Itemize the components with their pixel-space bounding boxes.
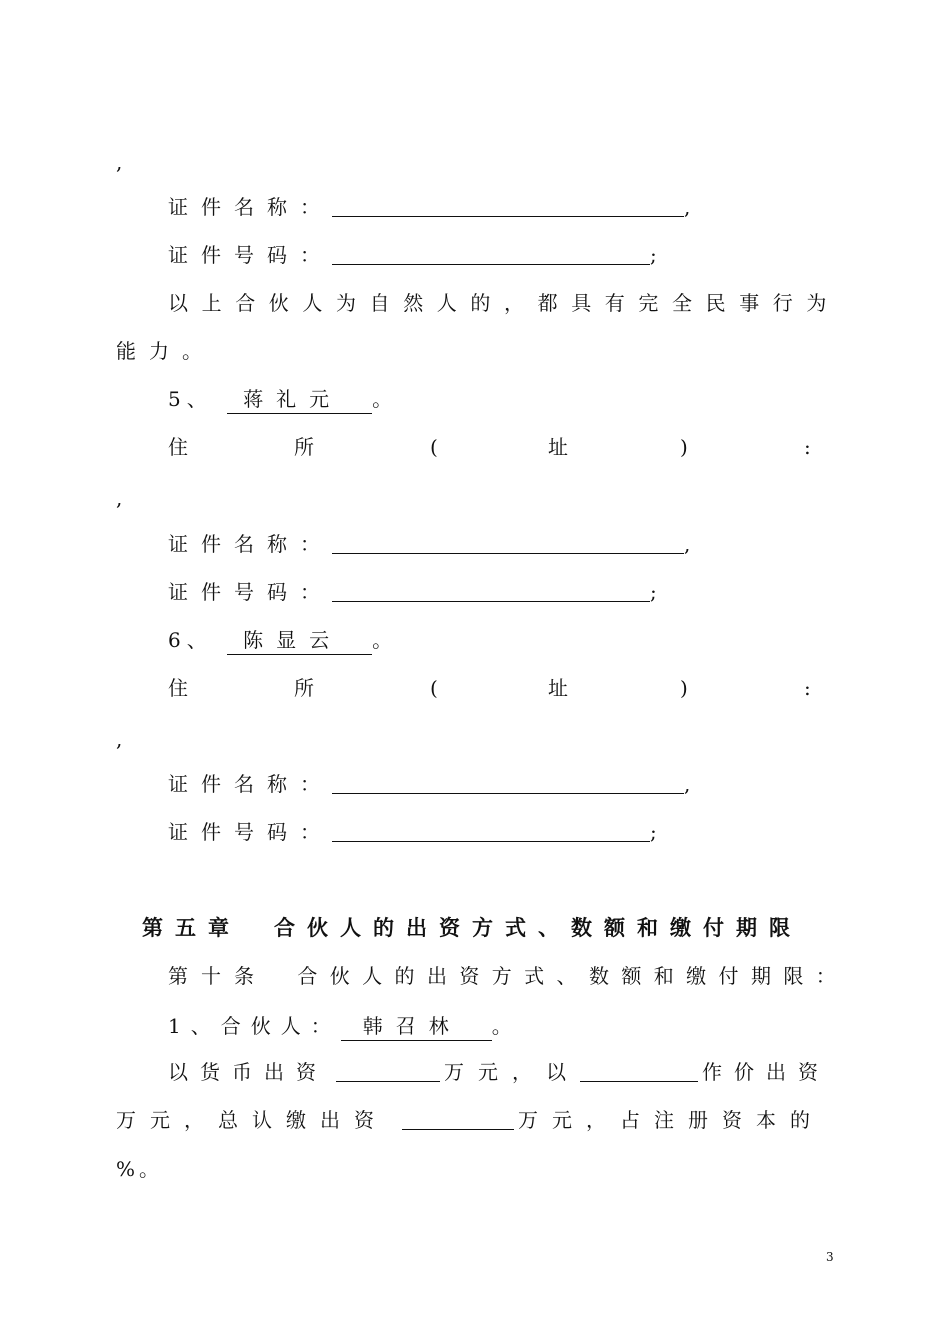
partner-1-label: 1、合伙人： (168, 1014, 341, 1038)
cert-name-field[interactable] (332, 194, 684, 217)
money-amount-field[interactable] (336, 1059, 440, 1082)
partner-6-number: 6、 (168, 628, 213, 652)
money-line-1c: 作价出资 (702, 1060, 830, 1084)
cert-no-row (168, 241, 333, 269)
cert-no-label: 证件号码： (168, 243, 333, 267)
document-page: , 证件名称： , 证件号码： ; 以上合伙人为自然人的，都具有完全民事行为 能力。 5、 蒋礼元 。 住 所 ( 址 ) : , 证件名称： , 证件号码： ; 6、 陈显云 。 住 所 ( 址 ) : , 证件名称： , 证件号码： ; 第五章 合伙人的出资方式、数额和缴付期限 第十条 合伙人的出资方式、数额和缴付期限： 1、合伙人： 韩召林 。 以货币出资 万元，以 作价出资 万元，总认缴出资 万元，占注册资本的 %。 3 (116, 150, 849, 1264)
money-line-1: 以货币出资 (168, 1060, 328, 1084)
semicolon: ; (650, 243, 657, 267)
cert-name-field-6[interactable] (332, 771, 684, 794)
money-line-2b: 万元，占注册资本的 (518, 1108, 824, 1132)
semicolon: ; (650, 820, 657, 844)
cert-no-field[interactable] (332, 242, 650, 265)
cert-name-row (168, 193, 333, 221)
percent-line: %。 (116, 1157, 164, 1181)
cert-no-row-6: 证件号码： (168, 820, 333, 844)
comma: , (684, 532, 691, 556)
partner-5-name: 蒋礼元 (227, 385, 372, 414)
partner-6-row: 6、 陈显云 。 (168, 626, 392, 655)
comma: , (684, 195, 691, 219)
stray-comma: , (116, 150, 123, 174)
cert-name-row-6: 证件名称： (168, 772, 333, 796)
total-subscribed-field[interactable] (402, 1107, 514, 1130)
semicolon: ; (650, 580, 657, 604)
cert-no-field-5[interactable] (332, 579, 650, 602)
partner-5-number: 5、 (168, 387, 213, 411)
natural-person-line2: 能力。 (116, 339, 215, 363)
partner-6-name: 陈显云 (227, 626, 372, 655)
partner-5-row: 5、 蒋礼元 。 (168, 385, 392, 414)
partner-1-row: 1、合伙人： 韩召林 。 (168, 1012, 512, 1041)
comma: , (684, 772, 691, 796)
article-10: 第十条 合伙人的出资方式、数额和缴付期限： (168, 964, 849, 988)
cert-name-row-5: 证件名称： (168, 532, 333, 556)
natural-person-line1: 以上合伙人为自然人的，都具有完全民事行为 (168, 291, 840, 315)
chapter-heading: 第五章 合伙人的出资方式、数额和缴付期限 (142, 916, 802, 940)
stray-comma-3: , (116, 727, 123, 751)
page-number: 3 (826, 1250, 834, 1264)
money-line-2: 万元，总认缴出资 (116, 1108, 388, 1132)
cert-name-label: 证件名称： (168, 195, 333, 219)
partner-1-name: 韩召林 (341, 1012, 492, 1041)
money-line-1b: 万元，以 (444, 1060, 580, 1084)
cert-no-field-6[interactable] (332, 819, 650, 842)
stray-comma-2: , (116, 486, 123, 510)
cert-no-row-5: 证件号码： (168, 580, 333, 604)
in-kind-field[interactable] (580, 1059, 698, 1082)
cert-name-field-5[interactable] (332, 531, 684, 554)
